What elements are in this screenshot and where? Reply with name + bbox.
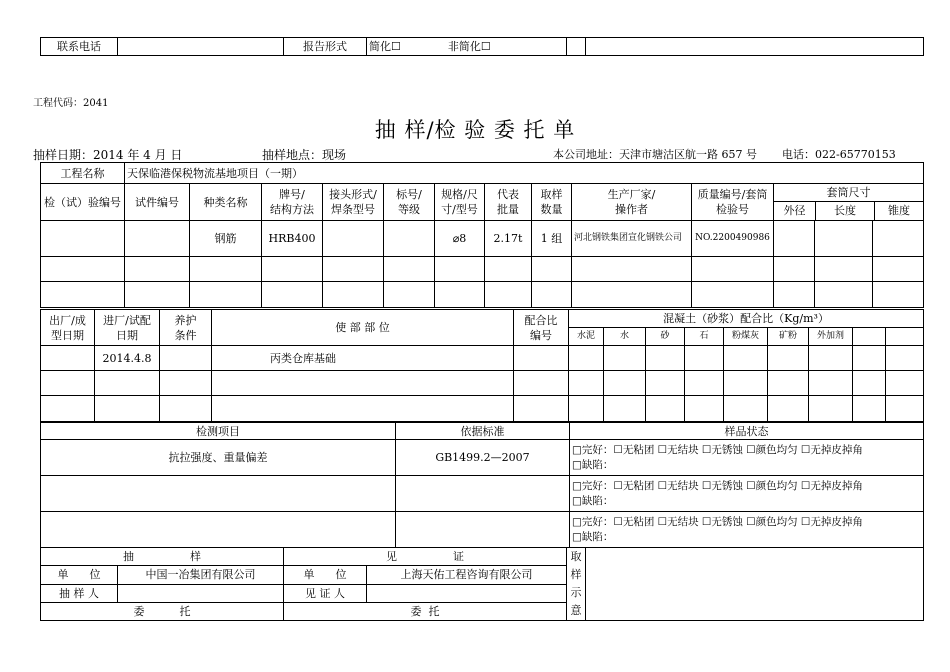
test-item-cell[interactable] (41, 512, 396, 548)
usage-row (41, 396, 924, 422)
contact-row-table (40, 37, 924, 56)
curing-header: 养护 条件 (160, 310, 212, 346)
grade-header: 标号/ 等级 (384, 184, 435, 221)
empty-cell (567, 38, 586, 56)
report-format-options[interactable] (367, 38, 567, 56)
sample-state-cell[interactable] (570, 476, 924, 512)
sample-state-cell[interactable] (570, 440, 924, 476)
standard-cell[interactable]: GB1499.2—2007 (396, 440, 570, 476)
admixture-header: 外加剂 (809, 328, 853, 346)
mix-no-header: 配合比 编号 (514, 310, 569, 346)
specimen-number-header: 试件编号 (125, 184, 190, 221)
batch-cell[interactable]: 2.17t (485, 221, 532, 257)
length-header: 长度 (816, 202, 875, 220)
sample-state-header: 样品状态 (570, 423, 924, 440)
sample-state-cell[interactable] (570, 512, 924, 548)
sampling-date: 抽样日期：2014 年 4 月 日 (33, 148, 183, 162)
outer-dia-cell[interactable] (774, 221, 815, 257)
standard-header: 依据标准 (396, 423, 570, 440)
quality-no-cell[interactable]: NO.2200490986 (692, 221, 774, 257)
sampling-section-label: 抽 样 (41, 548, 284, 566)
sample-state-intact[interactable]: □完好：☐无粘团 ☐无结块 ☐无锈蚀 ☐颜色均匀 ☐无掉皮掉角 (572, 443, 863, 456)
outer-dia-header: 外径 (774, 202, 816, 220)
sample-qty-header: 取样 数量 (532, 184, 572, 221)
sample-state-defect[interactable]: □缺陷： (572, 530, 614, 543)
sample-qty-cell[interactable]: 1 组 (532, 221, 572, 257)
fly-ash-header: 粉煤灰 (724, 328, 768, 346)
joint-form-header: 接头形式/ 焊条型号 (323, 184, 384, 221)
witness-person-label: 见 证 人 (284, 584, 367, 602)
kind-name-cell[interactable]: 钢筋 (190, 221, 262, 257)
usage-row (41, 346, 924, 371)
mix-ratio-header: 混凝土（砂浆）配合比（Kg/m³） (569, 310, 924, 328)
test-row (41, 476, 924, 512)
entry-date-header: 进厂/试配 日期 (95, 310, 160, 346)
form-title: 抽 样/检 验 委 托 单 (374, 118, 576, 142)
spec-cell[interactable]: ⌀8 (435, 221, 485, 257)
sand-header: 砂 (646, 328, 685, 346)
grade-cell[interactable] (384, 221, 435, 257)
sample-state-intact[interactable]: □完好：☐无粘团 ☐无结块 ☐无锈蚀 ☐颜色均匀 ☐无掉皮掉角 (572, 479, 863, 492)
company-address: 本公司地址：天津市塘沽区航一路 657 号 (553, 148, 757, 161)
sample-state-defect[interactable]: □缺陷： (572, 494, 614, 507)
specimen-table (40, 162, 924, 308)
factory-date-header: 出厂/成 型日期 (41, 310, 95, 346)
brand-header: 牌号/ 结构方法 (262, 184, 323, 221)
sampling-unit-value[interactable]: 中国一冶集团有限公司 (118, 566, 284, 584)
test-item-cell[interactable] (41, 476, 396, 512)
test-row (41, 512, 924, 548)
sampler-label: 抽 样 人 (41, 584, 118, 602)
usage-row (41, 371, 924, 396)
entry-date-cell[interactable]: 2014.4.8 (95, 346, 160, 371)
test-number-header: 检（试）验编号 (41, 184, 125, 221)
standard-cell[interactable] (396, 476, 570, 512)
water-header: 水 (604, 328, 646, 346)
empty-cell (586, 38, 924, 56)
batch-header: 代表 批量 (485, 184, 532, 221)
non-simplified-checkbox[interactable]: 非简化☐ (447, 40, 491, 53)
usage-part-cell[interactable]: 丙类仓库基础 (212, 346, 514, 371)
manufacturer-header: 生产厂家/ 操作者 (572, 184, 692, 221)
brand-cell[interactable]: HRB400 (262, 221, 323, 257)
length-cell[interactable] (815, 221, 873, 257)
test-row (41, 440, 924, 476)
specimen-row (41, 282, 924, 308)
sleeve-size-header (774, 184, 924, 221)
sampling-unit-label: 单 位 (41, 566, 118, 584)
taper-cell[interactable] (873, 221, 924, 257)
report-format-label: 报告形式 (284, 38, 367, 56)
signature-table (40, 547, 924, 621)
witness-unit-value[interactable]: 上海天佑工程咨询有限公司 (367, 566, 567, 584)
test-item-cell[interactable]: 抗拉强度、重量偏差 (41, 440, 396, 476)
project-name-label: 工程名称 (41, 163, 125, 184)
specimen-number-cell[interactable] (125, 221, 190, 257)
contact-phone-label: 联系电话 (41, 38, 118, 56)
joint-form-cell[interactable] (323, 221, 384, 257)
project-name-value[interactable]: 天保临港保税物流基地项目（一期） (125, 163, 924, 184)
contact-phone-value[interactable] (118, 38, 284, 56)
client-label-left: 委 托 (41, 602, 284, 620)
sample-state-intact[interactable]: □完好：☐无粘团 ☐无结块 ☐无锈蚀 ☐颜色均匀 ☐无掉皮掉角 (572, 515, 863, 528)
test-items-header: 检测项目 (41, 423, 396, 440)
witness-unit-label: 单 位 (284, 566, 367, 584)
test-items-table (40, 422, 924, 548)
mineral-header: 矿粉 (768, 328, 809, 346)
usage-part-header: 使 部 部 位 (212, 310, 514, 346)
quality-no-header: 质量编号/套筒 检验号 (692, 184, 774, 221)
manufacturer-cell[interactable]: 河北钢铁集团宣化钢铁公司 (572, 221, 692, 257)
company-phone: 电话：022-65770153 (782, 148, 896, 161)
taper-header: 锥度 (888, 204, 910, 217)
diagram-label: 取 样 示 意 (567, 548, 586, 621)
spec-header: 规格/尺 寸/型号 (435, 184, 485, 221)
test-number-cell[interactable] (41, 221, 125, 257)
client-label-right: 委 托 (284, 602, 567, 620)
specimen-row (41, 221, 924, 257)
sampler-value[interactable] (118, 584, 284, 602)
witness-section-label: 见 证 (284, 548, 567, 566)
sample-state-defect[interactable]: □缺陷： (572, 458, 614, 471)
sleeve-size-title: 套筒尺寸 (774, 184, 923, 202)
simplified-checkbox[interactable]: 简化☐ (369, 40, 401, 53)
kind-name-header: 种类名称 (190, 184, 262, 221)
witness-person-value[interactable] (367, 584, 567, 602)
usage-table (40, 309, 924, 422)
specimen-row (41, 257, 924, 282)
sampling-location: 抽样地点：现场 (262, 148, 347, 162)
stone-header: 石 (685, 328, 724, 346)
sampling-diagram-area[interactable] (586, 548, 924, 621)
cement-header: 水泥 (569, 328, 604, 346)
project-code: 工程代码：2041 (33, 98, 109, 109)
standard-cell[interactable] (396, 512, 570, 548)
